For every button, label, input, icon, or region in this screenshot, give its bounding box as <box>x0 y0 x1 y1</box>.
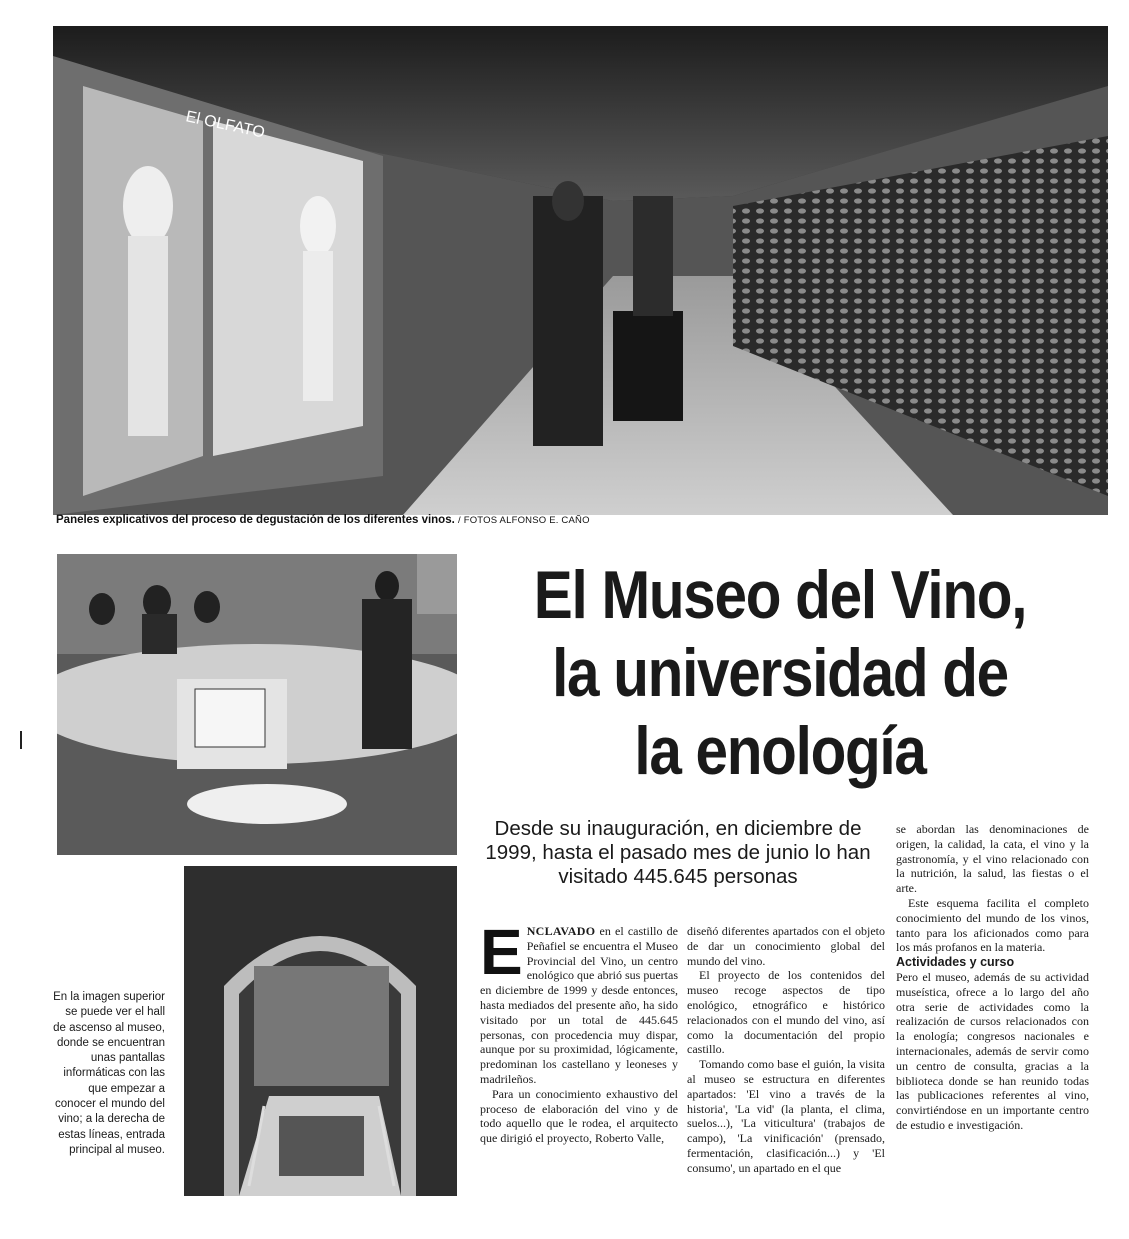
caption-text: Paneles explicativos del proceso de degustación de los diferentes vinos. <box>56 514 455 526</box>
paragraph: Para un conocimiento exhaustivo del proceso de elaboración del vino y de todo aquello que le rodea, el arquitecto que dirigió el proyecto, Roberto Valle, <box>480 1086 678 1146</box>
top-photo-caption <box>56 514 816 526</box>
headline <box>513 556 1046 790</box>
margin-mark <box>20 731 22 749</box>
drop-cap: E <box>480 916 523 988</box>
paragraph: El proyecto de los contenidos del museo recoge aspectos de tipo enológico, etnográfico e histórico relacionados con el mundo del vino, así como la documentación del propio castillo. <box>687 968 885 1057</box>
paragraph-text: en el castillo de Peñafiel se encuentra el Museo Provincial del Vino, un centro enológico que abrió sus puertas en diciembre de 1999 y desde entonces, hasta mediados del presente año, ha sido visitado por un total de 445.645 personas, con procedencia muy dispar, aunque por su proximidad, lógicamente, predominan los castellano y leoneses y madrileños. <box>480 924 678 1086</box>
paragraph: Pero el museo, además de su actividad museística, ofrece a lo largo del año otra serie de actividades como la realización de cursos relacionados con la enología; congresos nacionales e internacionales, además de servir como un centro de consulta, gracias a la biblioteca donde se han reunido todas las publicaciones referentes al vino, convirtiéndose en un importante centro de estudio e investigación. <box>896 969 1089 1132</box>
panel-label: El OLFATO <box>184 108 267 142</box>
computer-screens-photo <box>57 554 457 855</box>
arched-entrance-photo <box>184 866 457 1196</box>
section-heading: Actividades y curso <box>896 955 1015 970</box>
headline-line-3: la enología <box>634 713 926 789</box>
headline-line-2: la universidad de <box>552 635 1008 711</box>
museum-hall-photo <box>53 26 1108 515</box>
article-column-3 <box>896 822 1089 1133</box>
subheadline: Desde su inauguración, en diciembre de 1999, hasta el pasado mes de junio lo han visitado 445.645 personas <box>485 817 871 888</box>
lead-caps: NCLAVADO <box>526 924 596 938</box>
article-column-2 <box>687 924 885 1176</box>
paragraph: diseñó diferentes apartados con el objeto de dar un conocimiento global del mundo del vino. <box>687 924 885 968</box>
article-column-1 <box>480 916 678 1146</box>
side-caption: En la imagen superior se puede ver el hall de ascenso al museo, donde se encuentran unas pantallas informáticas con las que empezar a conocer el mundo del vino; a la derecha de estas líneas, entrada principal al museo. <box>53 991 165 1156</box>
paragraph: Tomando como base el guión, la visita al museo se estructura en diferentes apartados: 'El vino a través de la historia', 'La vid' (la planta, el clima, suelos...), 'La viticultura' (trabajos de campo), 'La vinificación' (prensado, fermentación, clasificación...) y 'El consumo', un apartado en el que <box>687 1057 885 1175</box>
paragraph <box>480 916 678 1087</box>
paragraph: se abordan las denominaciones de origen, la calidad, la cata, el vino y la gastronomía, y el vino relacionado con la nutrición, la salud, las fiestas o el arte. <box>896 822 1089 896</box>
headline-line-1: El Museo del Vino, <box>533 557 1027 633</box>
paragraph: Este esquema facilita el completo conocimiento del mundo de los vinos, tanto para los aficionados como para los más profanos en la materia. <box>896 895 1089 955</box>
photo-credit: / FOTOS ALFONSO E. CAÑO <box>458 515 590 526</box>
